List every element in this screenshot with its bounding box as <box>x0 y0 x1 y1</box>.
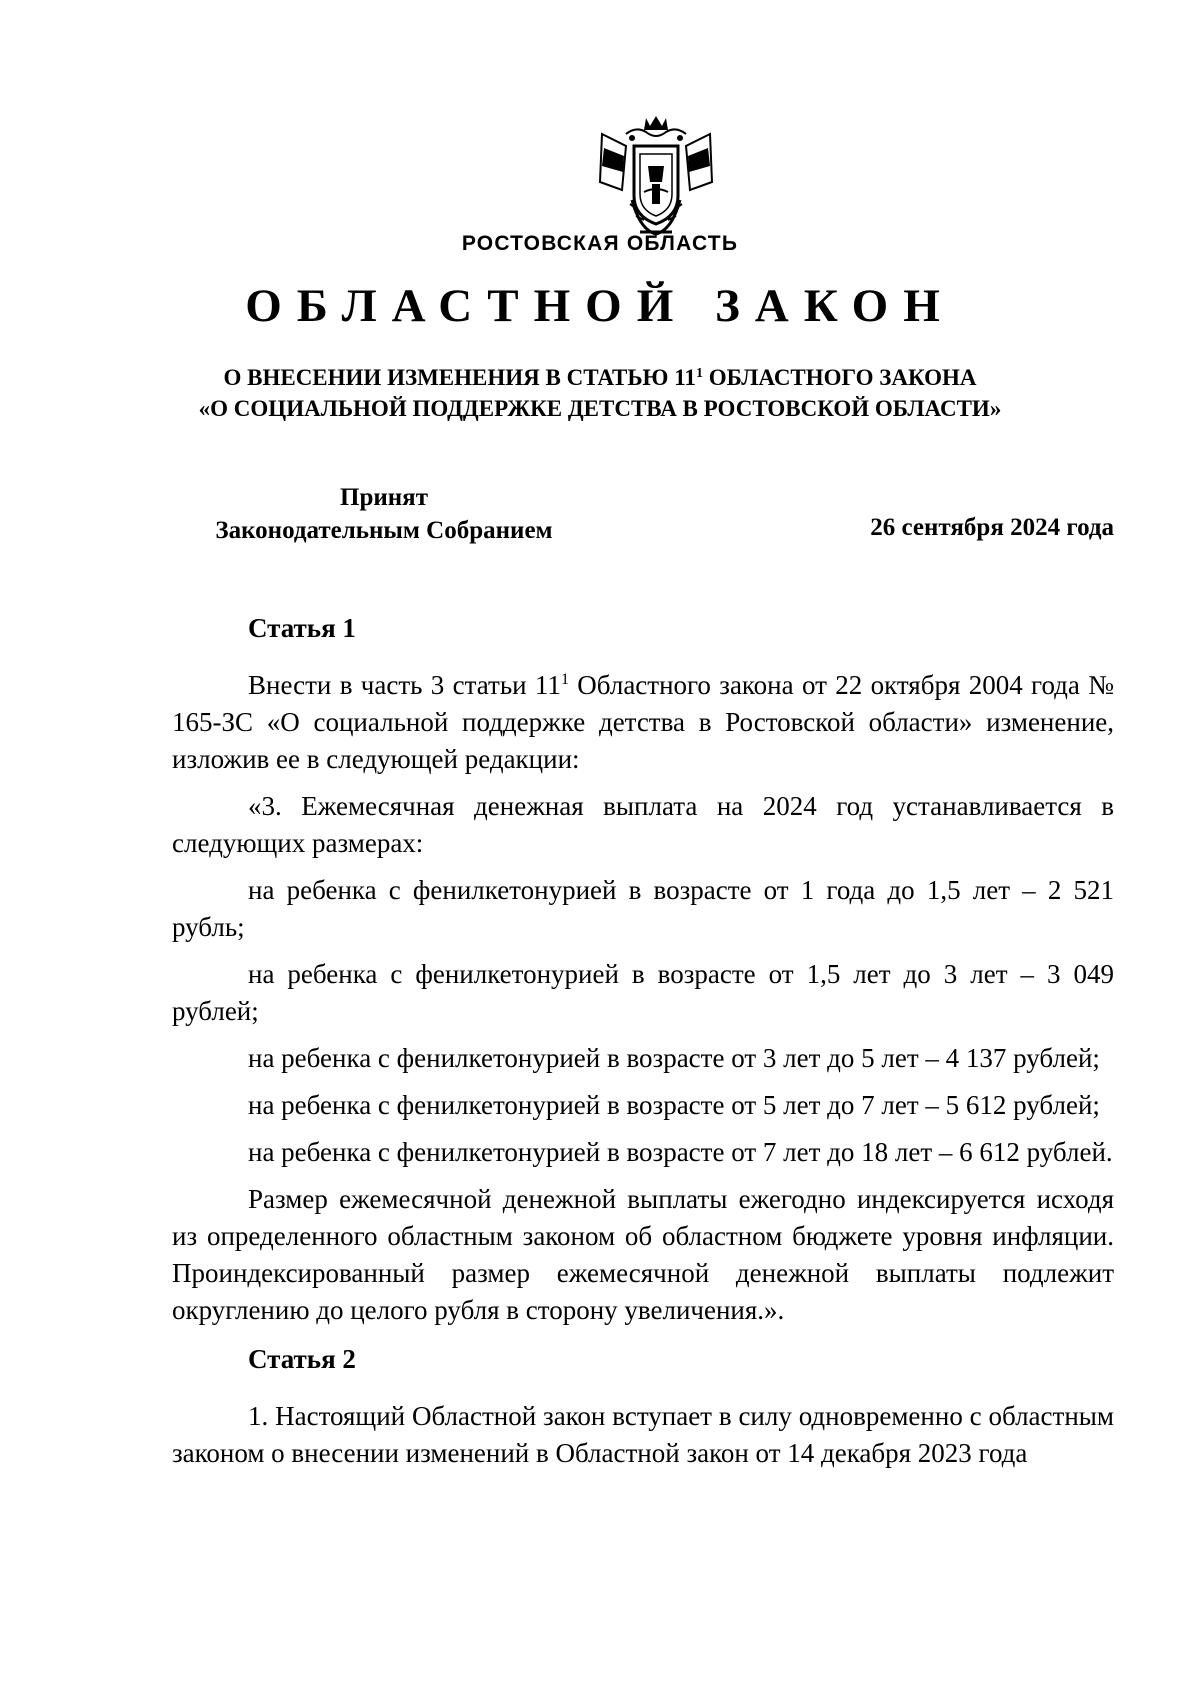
article-2-heading: Статья 2 <box>248 1344 356 1374</box>
article-1-intro-superscript: 1 <box>560 671 569 688</box>
coat-of-arms-emblem <box>592 112 720 240</box>
document-type-title: ОБЛАСТНОЙ ЗАКОН <box>245 280 955 332</box>
article-1-intro-text-end: Областного закона от 22 октября 2004 года № 165-ЗС «О социальной поддержке детства в Ростовской области» изменение, изложив ее в следующей редакции: <box>172 670 1114 774</box>
adoption-block <box>174 481 594 547</box>
article-1-paragraph: на ребенка с фенилкетонурией в возрасте от 5 лет до 7 лет – 5 612 рублей; <box>248 1090 1100 1120</box>
article-1-paragraph: на ребенка с фенилкетонурией в возрасте от 7 лет до 18 лет – 6 612 рублей. <box>248 1137 1113 1167</box>
adoption-date: 26 сентября 2024 года <box>870 514 1114 541</box>
article-2-paragraph: 1. Настоящий Областной закон вступает в силу одновременно с областным законом о внесении изменений в Областной закон от 14 декабря 2023 года <box>172 1401 1114 1468</box>
region-name: РОСТОВСКАЯ ОБЛАСТЬ <box>461 232 739 255</box>
adoption-label: Принят <box>340 484 428 511</box>
article-1-paragraph: на ребенка с фенилкетонурией в возрасте от 1 года до 1,5 лет – 2 521 рубль; <box>172 875 1114 942</box>
subject-line-1-superscript: 1 <box>695 366 703 381</box>
subject-line-1-text: О ВНЕСЕНИИ ИЗМЕНЕНИЯ В СТАТЬЮ 11 <box>223 365 696 390</box>
article-1-paragraph: «3. Ежемесячная денежная выплата на 2024 год устанавливается в следующих размерах: <box>172 791 1114 858</box>
document-body <box>172 610 1114 1482</box>
subject-line-1 <box>0 362 1200 393</box>
article-1-paragraph: на ребенка с фенилкетонурией в возрасте от 1,5 лет до 3 лет – 3 049 рублей; <box>172 959 1114 1026</box>
article-1-intro <box>172 667 1114 778</box>
law-subject-title <box>0 362 1200 424</box>
subject-line-1-text-end: ОБЛАСТНОГО ЗАКОНА <box>702 365 977 390</box>
article-1-intro-text: Внести в часть 3 статьи 11 <box>248 670 561 700</box>
subject-line-2: «О СОЦИАЛЬНОЙ ПОДДЕРЖКЕ ДЕТСТВА В РОСТОВСКОЙ ОБЛАСТИ» <box>198 396 1002 421</box>
article-1-heading: Статья 1 <box>248 613 356 643</box>
article-1-paragraph: на ребенка с фенилкетонурией в возрасте от 3 лет до 5 лет – 4 137 рублей; <box>248 1043 1100 1073</box>
article-1-paragraph: Размер ежемесячной денежной выплаты ежегодно индексируется исходя из определенного областным законом об областном бюджете уровня инфляции. Проиндексированный размер ежемесячной денежной выплаты подлежит округлению до целого рубля в сторону увеличения.». <box>172 1184 1114 1325</box>
adopting-body: Законодательным Собранием <box>215 517 553 544</box>
